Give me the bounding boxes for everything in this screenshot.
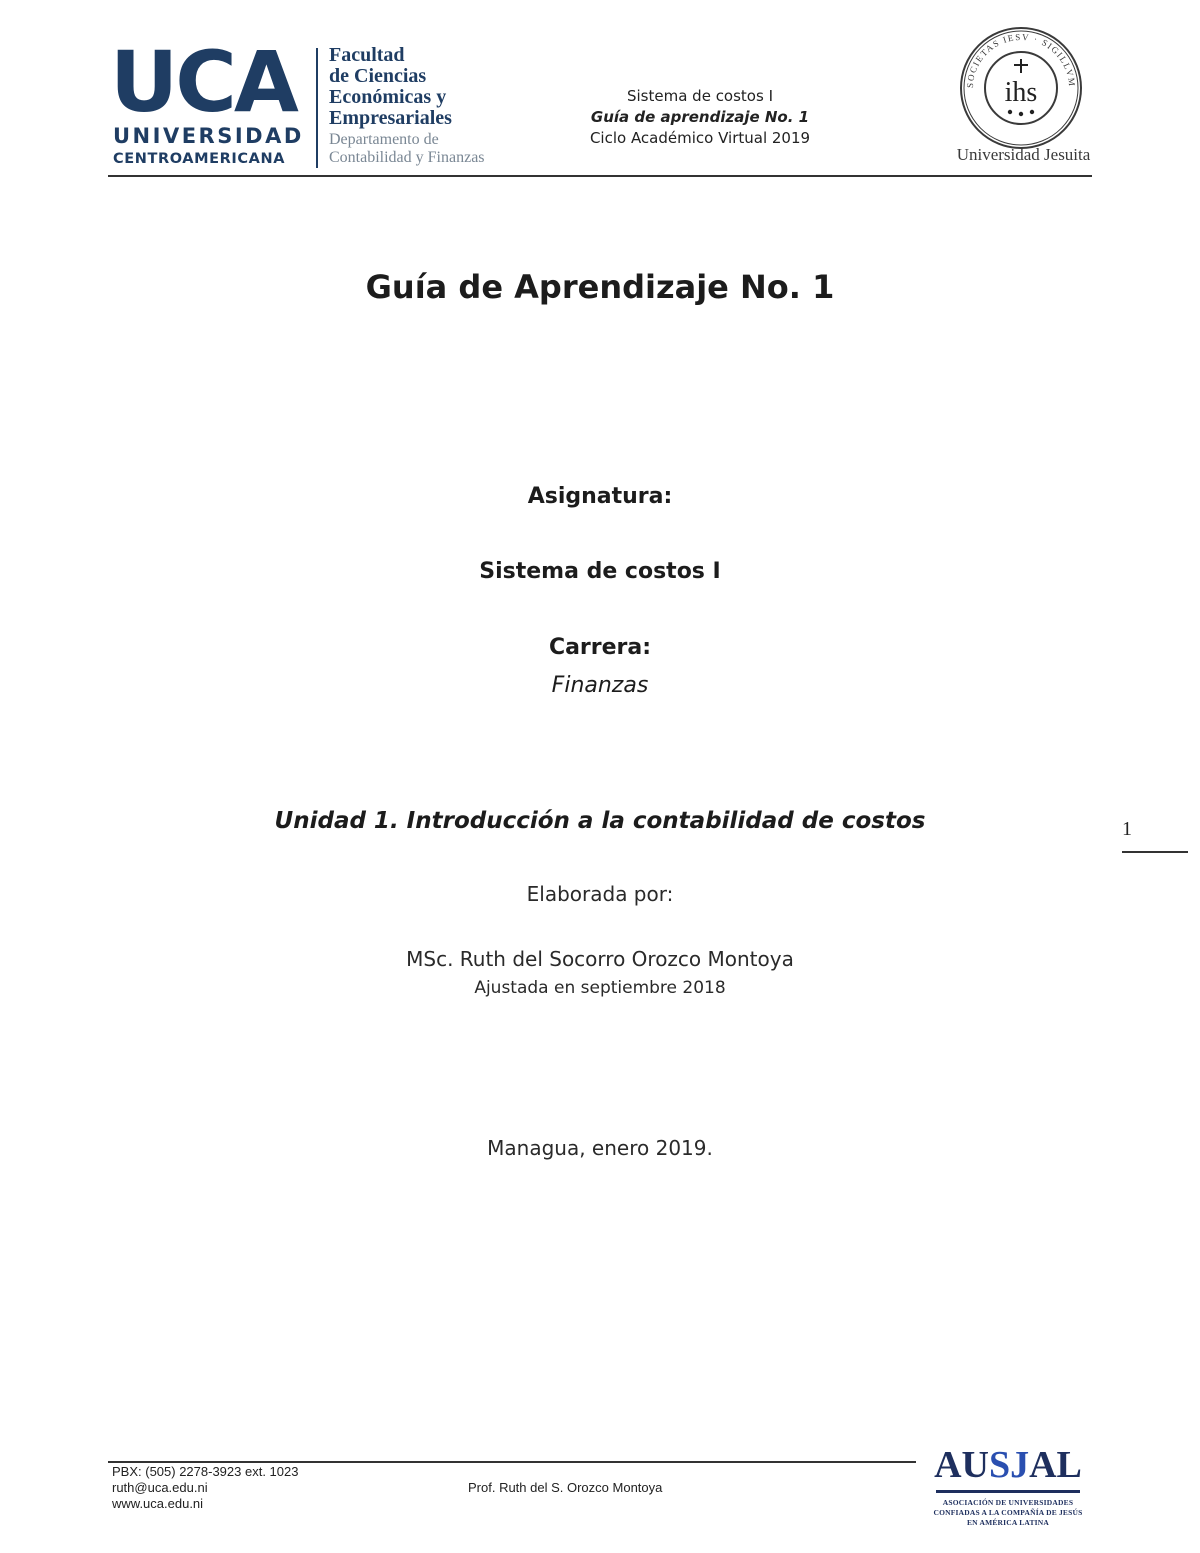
seal-caption: Universidad Jesuita: [956, 145, 1091, 164]
ausjal-line-3: EN AMÉRICA LATINA: [966, 1518, 1050, 1527]
header-course-info: [560, 86, 840, 149]
footer-website-link[interactable]: www.uca.edu.ni: [112, 1496, 204, 1511]
footer-phone: PBX: (505) 2278-3923 ext. 1023: [112, 1464, 299, 1479]
jesuit-seal-icon: [958, 25, 1084, 151]
footer-email-link[interactable]: ruth@uca.edu.ni: [112, 1480, 208, 1495]
faculty-line-2: de Ciencias: [329, 65, 427, 87]
footer-contact: [112, 1464, 298, 1512]
faculty-line-4: Empresariales: [329, 107, 452, 129]
logo-divider: [316, 48, 318, 168]
unit-title: Unidad 1. Introducción a la contabilidad de costos: [274, 808, 926, 834]
page-number-rule: [1122, 851, 1188, 853]
ausjal-part-1: AU: [934, 1444, 989, 1486]
header-guide: Guía de aprendizaje No. 1: [590, 108, 810, 126]
ausjal-wordmark: [928, 1444, 1088, 1486]
career-label: Carrera:: [548, 635, 652, 660]
ausjal-line-2: CONFIADAS A LA COMPAÑÍA DE JESÚS: [933, 1508, 1083, 1517]
faculty-line-3: Económicas y: [329, 86, 447, 108]
ausjal-subtitle: [928, 1498, 1088, 1528]
page-number: 1: [1122, 818, 1132, 840]
adjusted-date: Ajustada en septiembre 2018: [474, 978, 726, 998]
career-value: Finanzas: [551, 673, 649, 698]
faculty-line-1: Facultad: [329, 44, 405, 66]
subject-value: Sistema de costos I: [479, 559, 721, 584]
ausjal-line-1: ASOCIACIÓN DE UNIVERSIDADES: [942, 1498, 1074, 1507]
header-course: Sistema de costos I: [626, 87, 773, 105]
ausjal-logo: [928, 1444, 1088, 1528]
header-divider: [108, 175, 1092, 177]
faculty-name: [329, 45, 485, 167]
page-title: Guía de Aprendizaje No. 1: [365, 268, 835, 306]
header-cycle: Ciclo Académico Virtual 2019: [589, 129, 811, 147]
uca-logo-wordmark: UCA: [110, 33, 296, 131]
uca-logo-universidad: UNIVERSIDAD: [113, 124, 304, 148]
ausjal-part-3: AL: [1029, 1444, 1082, 1486]
subject-label: Asignatura:: [527, 484, 673, 509]
prepared-by-label: Elaborada por:: [526, 882, 674, 906]
author-name: MSc. Ruth del Socorro Orozco Montoya: [406, 947, 794, 971]
footer-divider: [108, 1461, 916, 1463]
uca-logo-centroamericana: CENTROAMERICANA: [113, 151, 286, 167]
place-date: Managua, enero 2019.: [487, 1136, 713, 1160]
footer-professor: Prof. Ruth del S. Orozco Montoya: [468, 1480, 663, 1495]
ausjal-bar: [936, 1490, 1080, 1493]
department-line-1: Departamento de: [329, 131, 439, 148]
department-line-2: Contabilidad y Finanzas: [329, 149, 485, 166]
seal-monogram: ihs: [1004, 77, 1038, 108]
seal-ring-text: SOCIETAS IESV · SIGILLVM: [964, 31, 1078, 89]
ausjal-part-2: SJ: [988, 1444, 1030, 1486]
